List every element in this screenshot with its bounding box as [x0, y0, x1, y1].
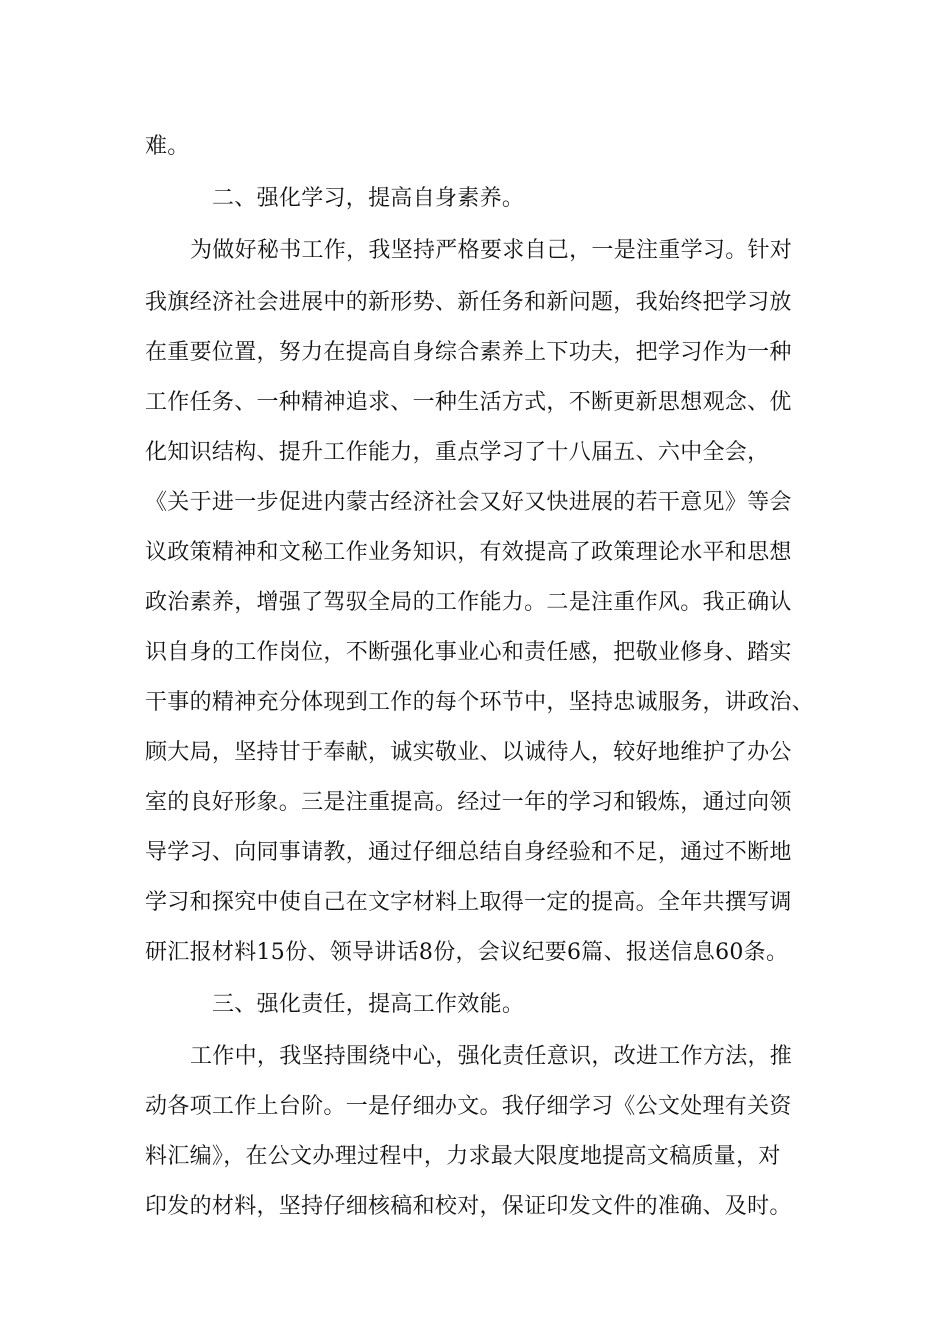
body-text-line: 研汇报材料15份、领导讲话8份，会议纪要6篇、报送信息60条。 — [145, 940, 789, 965]
body-text-line: 工作任务、一种精神追求、一种生活方式，不断更新思想观念、优 — [145, 390, 792, 415]
body-text-line: 动各项工作上台阶。一是仔细办文。我仔细学习《公文处理有关资 — [145, 1094, 792, 1119]
body-text-line: 识自身的工作岗位，不断强化事业心和责任感，把敬业修身、踏实 — [145, 640, 792, 665]
body-text-line: 顾大局，坚持甘于奉献，诚实敬业、以诚待人，较好地维护了办公 — [145, 740, 792, 765]
section-heading: 二、强化学习，提高自身素养。 — [212, 186, 525, 211]
body-text-line: 印发的材料，坚持仔细核稿和校对，保证印发文件的准确、及时。 — [145, 1194, 792, 1219]
body-text-line: 我旗经济社会进展中的新形势、新任务和新问题，我始终把学习放 — [145, 290, 792, 315]
body-text-line: 化知识结构、提升工作能力，重点学习了十八届五、六中全会， — [145, 440, 770, 465]
section-heading: 三、强化责任，提高工作效能。 — [212, 992, 525, 1017]
body-text-line: 难。 — [145, 134, 190, 159]
body-text-line: 干事的精神充分体现到工作的每个环节中，坚持忠诚服务，讲政治、 — [145, 690, 815, 715]
body-text-line: 政治素养，增强了驾驭全局的工作能力。二是注重作风。我正确认 — [145, 590, 792, 615]
body-text-line: 学习和探究中使自己在文字材料上取得一定的提高。全年共撰写调 — [145, 890, 792, 915]
body-text-line: 为做好秘书工作，我坚持严格要求自己，一是注重学习。针对 — [190, 238, 793, 263]
body-text-line: 室的良好形象。三是注重提高。经过一年的学习和锻炼，通过向领 — [145, 790, 792, 815]
body-text-line: 在重要位置，努力在提高自身综合素养上下功夫，把学习作为一种 — [145, 340, 792, 365]
body-text-line: 工作中，我坚持围绕中心，强化责任意识，改进工作方法，推 — [190, 1044, 793, 1069]
body-text-line: 议政策精神和文秘工作业务知识，有效提高了政策理论水平和思想 — [145, 540, 792, 565]
body-text-line: 《关于进一步促进内蒙古经济社会又好又快进展的若干意见》等会 — [145, 490, 792, 515]
body-text-line: 料汇编》，在公文办理过程中，力求最大限度地提高文稿质量，对 — [145, 1144, 781, 1169]
body-text-line: 导学习、向同事请教，通过仔细总结自身经验和不足，通过不断地 — [145, 840, 792, 865]
